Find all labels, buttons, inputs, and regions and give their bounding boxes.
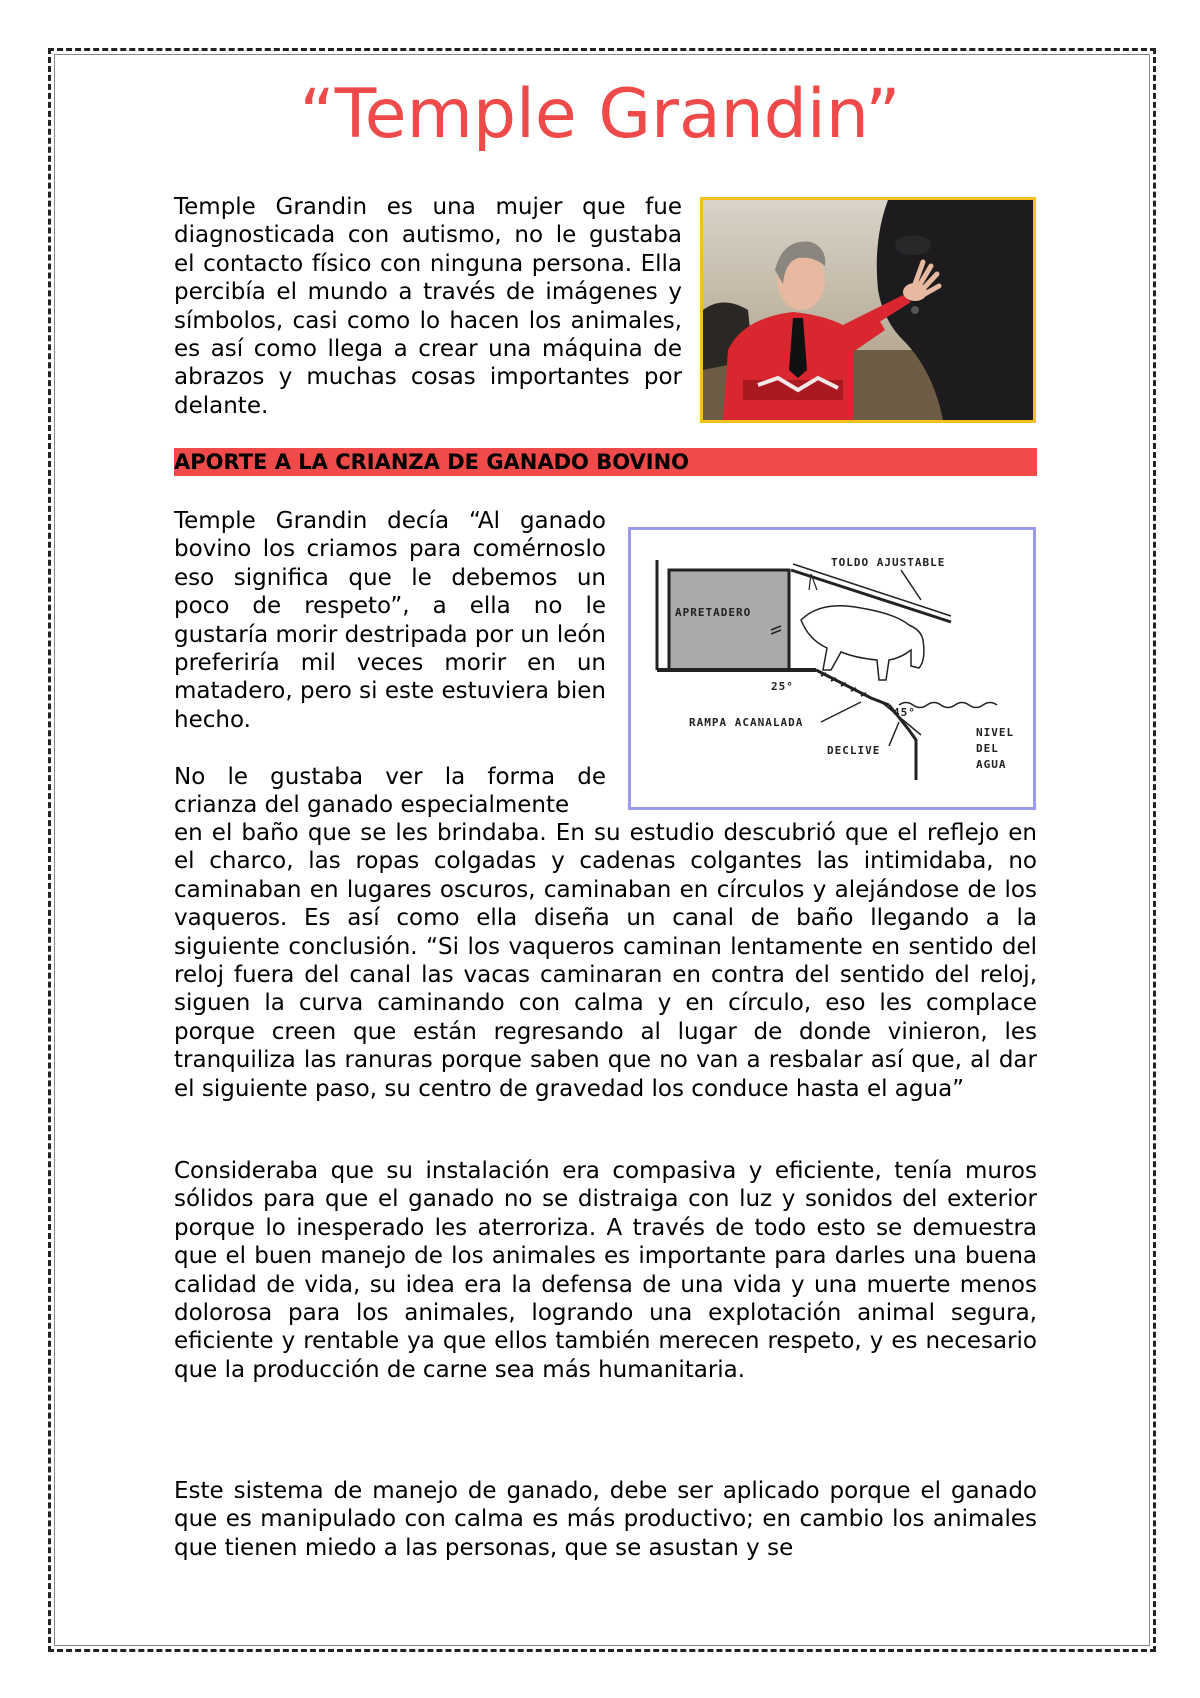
diagram-label-agua: AGUA	[976, 758, 1007, 771]
diagram-label-25deg: 25°	[771, 680, 794, 693]
diagram-label-toldo: TOLDO AJUSTABLE	[831, 556, 946, 569]
column-text	[174, 507, 606, 819]
diagram-label-nivel: NIVEL	[976, 726, 1015, 739]
diagram-label-rampa: RAMPA ACANALADA	[689, 716, 804, 729]
photo-illustration	[703, 200, 1033, 420]
diagram-illustration	[631, 530, 1033, 807]
paragraph-3: Consideraba que su instalación era compasiva y eficiente, tenía muros sólidos para que el ganado no se distraiga con luz y sonidos del exterior porque lo inesperado les aterroriza. A través de todo esto se demuestra que el buen manejo de los animales es importante para darles una buena calidad de vida, su idea era la defensa de una vida y una muerte menos dolorosa para los animales, logrando una explotación animal segura, eficiente y rentable ya que ellos también merecen respeto, y es necesario que la producción de carne sea más humanitaria.	[174, 1158, 1037, 1383]
intro-paragraph: Temple Grandin es una mujer que fue diagnosticada con autismo, no le gustaba el contacto físico con ninguna persona. Ella percibía el mundo a través de imágenes y símbolos, casi como lo hacen los animales, es así como llega a crear una máquina de abrazos y muchas cosas importantes por delante.	[174, 194, 682, 419]
paragraph-4: Este sistema de manejo de ganado, debe ser aplicado porque el ganado que es manipulado con calma es más productivo; en cambio los animales que tienen miedo a las personas, que se asustan y se	[174, 1478, 1037, 1561]
page-title: “Temple Grandin”	[299, 75, 901, 154]
diagram-label-45deg: 45°	[893, 706, 916, 719]
diagram-label-apretadero: APRETADERO	[675, 606, 752, 619]
dip-vat-diagram	[628, 527, 1036, 810]
paragraph-2-rest: en el baño que se les brindaba. En su estudio descubrió que el reflejo en el charco, las ropas colgadas y cadenas colgantes las intimidaba, no caminaban en lugares oscuros, caminaban en círculos y alejándose de los vaqueros. Es así como ella diseña un canal de baño llegando a la siguiente conclusión. “Si los vaqueros caminan lentamente en sentido del reloj fuera del canal las vacas caminaran en contra del sentido del reloj, siguen la curva caminando con calma y en círculo, eso les complace porque creen que están regresando al lugar de donde vinieron, les tranquiliza las ranuras porque saben que no van a resbalar así que, al dar el siguiente paso, su centro de gravedad los conduce hasta el agua”	[174, 820, 1037, 1102]
diagram-label-del: DEL	[976, 742, 999, 755]
section-heading: APORTE A LA CRIANZA DE GANADO BOVINO	[174, 450, 690, 474]
paragraph-2-start: No le gustaba ver la forma de crianza del ganado especialmente	[174, 763, 606, 819]
temple-grandin-photo	[700, 197, 1036, 423]
diagram-label-declive: DECLIVE	[827, 744, 881, 757]
paragraph-1: Temple Grandin decía “Al ganado bovino los criamos para comérnoslo eso significa que le debemos un poco de respeto”, a ella no le gustaría morir destripada por un león preferiría mil veces morir en un matadero, pero si este estuviera bien hecho.	[174, 508, 607, 733]
